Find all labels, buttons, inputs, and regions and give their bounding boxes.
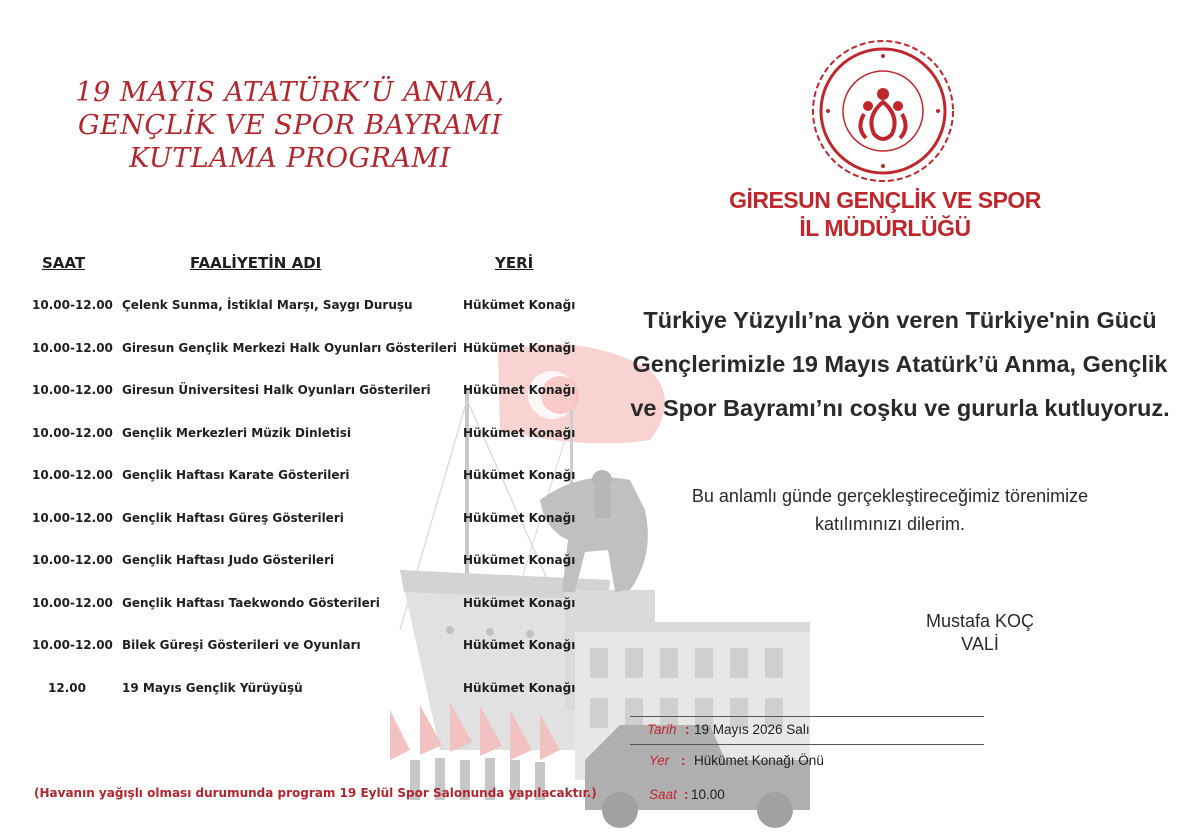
row-time: 10.00-12.00 — [32, 298, 113, 312]
signer-title: VALİ — [961, 634, 999, 654]
row-time: 10.00-12.00 — [32, 468, 113, 482]
row-time: 10.00-12.00 — [32, 596, 113, 610]
row-place: Hükümet Konağı — [463, 681, 576, 695]
signer-name: Mustafa KOÇ — [925, 611, 1035, 631]
weather-note: (Havanın yağışlı olması durumunda program 19 Eylül Spor Salonunda yapılacaktır.) — [34, 786, 597, 800]
row-time: 10.00-12.00 — [32, 511, 113, 525]
detail-colon: : — [684, 787, 689, 802]
row-activity: Çelenk Sunma, İstiklal Marşı, Saygı Duruşu — [122, 298, 413, 312]
table-row — [0, 596, 600, 616]
row-activity: Gençlik Haftası Taekwondo Gösterileri — [122, 596, 380, 610]
row-activity: Giresun Gençlik Merkezi Halk Oyunları Gösterileri — [122, 341, 457, 355]
ministry-logo-icon — [808, 36, 958, 186]
row-time: 10.00-12.00 — [32, 553, 113, 567]
title-line-3: KUTLAMA PROGRAMI — [129, 143, 451, 174]
message-line-2: Gençlerimizle 19 Mayıs Atatürk’ü Anma, Gençlik — [632, 351, 1168, 377]
organization-name — [700, 186, 1070, 242]
signature-block — [900, 610, 1060, 656]
table-row — [0, 553, 600, 573]
table-row — [0, 341, 600, 361]
message-line-3: ve Spor Bayramı’nı coşku ve gururla kutluyoruz. — [630, 395, 1170, 421]
row-place: Hükümet Konağı — [463, 341, 576, 355]
row-place: Hükümet Konağı — [463, 511, 576, 525]
invite-line-1: Bu anlamlı günde gerçekleştireceğimiz törenimize — [691, 486, 1089, 506]
header-place: YERİ — [495, 254, 534, 272]
row-activity: Giresun Üniversitesi Halk Oyunları Gösterileri — [122, 383, 431, 397]
row-place: Hükümet Konağı — [463, 596, 576, 610]
row-time: 10.00-12.00 — [32, 426, 113, 440]
row-activity: Bilek Güreşi Gösterileri ve Oyunları — [122, 638, 361, 652]
title-line-2: GENÇLİK VE SPOR BAYRAMI — [77, 110, 503, 141]
row-activity: Gençlik Haftası Judo Gösterileri — [122, 553, 335, 567]
invite-line-2: katılımınızı dilerim. — [814, 514, 966, 534]
row-place: Hükümet Konağı — [463, 468, 576, 482]
detail-value: Hükümet Konağı Önü — [694, 753, 824, 768]
horse-statue — [540, 478, 648, 593]
table-row — [0, 468, 600, 488]
detail-label: Saat — [649, 787, 677, 802]
row-place: Hükümet Konağı — [463, 298, 576, 312]
row-place: Hükümet Konağı — [463, 383, 576, 397]
message-line-1: Türkiye Yüzyılı’na yön veren Türkiye'nin Gücü — [643, 307, 1157, 333]
header-activity: FAALİYETİN ADI — [190, 254, 322, 272]
detail-colon: : — [681, 753, 686, 768]
row-activity: Gençlik Haftası Karate Gösterileri — [122, 468, 350, 482]
row-place: Hükümet Konağı — [463, 638, 576, 652]
header-time: SAAT — [42, 254, 86, 272]
divider — [630, 716, 984, 717]
table-row — [0, 638, 600, 658]
table-row — [0, 426, 600, 446]
row-activity: Gençlik Haftası Güreş Gösterileri — [122, 511, 344, 525]
row-time: 10.00-12.00 — [32, 341, 113, 355]
row-activity: 19 Mayıs Gençlik Yürüyüşü — [122, 681, 303, 695]
invitation-text — [640, 482, 1140, 538]
table-row — [0, 681, 600, 701]
org-line-2: İL MÜDÜRLÜĞÜ — [799, 215, 971, 241]
row-place: Hükümet Konağı — [463, 553, 576, 567]
row-time: 12.00 — [48, 681, 86, 695]
celebration-message — [600, 298, 1200, 430]
title-line-1: 19 MAYIS ATATÜRK’Ü ANMA, — [75, 77, 505, 108]
org-line-1: GİRESUN GENÇLİK VE SPOR — [729, 187, 1041, 213]
row-time: 10.00-12.00 — [32, 638, 113, 652]
row-time: 10.00-12.00 — [32, 383, 113, 397]
table-row — [0, 298, 600, 318]
detail-colon: : — [685, 722, 690, 737]
row-place: Hükümet Konağı — [463, 426, 576, 440]
program-title — [40, 76, 540, 175]
table-row — [0, 383, 600, 403]
row-activity: Gençlik Merkezleri Müzik Dinletisi — [122, 426, 351, 440]
detail-label: Yer — [649, 753, 670, 768]
detail-label: Tarih — [647, 722, 677, 737]
table-row — [0, 511, 600, 531]
detail-value: 10.00 — [691, 787, 725, 802]
divider — [630, 744, 984, 745]
detail-value: 19 Mayıs 2026 Salı — [694, 722, 810, 737]
